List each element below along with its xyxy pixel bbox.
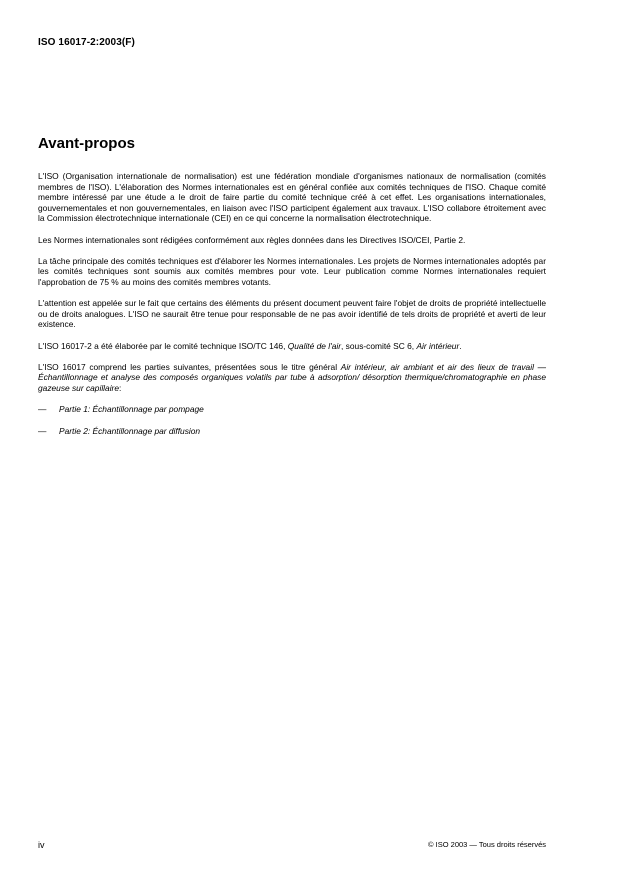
foreword-body — [38, 171, 546, 447]
paragraph-patent-rights: L'attention est appelée sur le fait que certains des éléments du présent document peuvent faire l'objet de droits de propriété intellectuelle ou de droits analogues. L'ISO ne saurait être tenue pour responsable de ne pas avoir identifié de tels droits de propriété et averti de leur existence. — [38, 298, 546, 330]
page-number: iv — [38, 840, 45, 850]
page-title: Avant-propos — [38, 135, 135, 152]
document-id-header: ISO 16017-2:2003(F) — [38, 37, 135, 48]
subcommittee-title-italic: Air intérieur — [416, 340, 460, 351]
committee-text-c: , sous-comité SC 6, — [341, 340, 417, 351]
list-dash: — — [38, 404, 47, 415]
copyright-footer: © ISO 2003 — Tous droits réservés — [428, 840, 546, 849]
paragraph-committee-info — [38, 341, 546, 352]
list-item-part-1: Partie 1: Échantillonnage par pompage — [59, 404, 204, 415]
list-item — [38, 404, 546, 415]
list-item-part-2: Partie 2: Échantillonnage par diffusion — [59, 425, 201, 436]
general-title-italic: Air intérieur, air ambiant et air des lieux de travail — Échantillonnage et analyse des composés organiques volatils par tube à adsorption/ désorption thermique/chromatographie en phase gazeuse sur capillaire — [38, 361, 546, 393]
parts-intro-text: L'ISO 16017 comprend les parties suivantes, présentées sous le titre général — [38, 361, 341, 372]
list-dash: — — [38, 425, 47, 436]
paragraph-directives: Les Normes internationales sont rédigées conformément aux règles données dans les Directives ISO/CEI, Partie 2. — [38, 234, 466, 245]
committee-title-italic: Qualité de l'air — [287, 340, 342, 351]
committee-text-e: . — [459, 340, 462, 351]
paragraph-iso-organisation: L'ISO (Organisation internationale de normalisation) est une fédération mondiale d'organismes nationaux de normalisation (comités membres de l'ISO). L'élaboration des Normes internationales est en général confiée aux comités techniques de l'ISO. Chaque comité membre intéressé par une étude a le droit de faire partie du comité technique créé à cet effet. Les organisations internationales, gouvernementales et non gouvernementales, en liaison avec l'ISO participent également aux travaux. L'ISO collabore étroitement avec la Commission électrotechnique internationale (CEI) en ce qui concerne la normalisation électrotechnique. — [38, 171, 546, 224]
list-item — [38, 426, 546, 437]
paragraph-technical-committees: La tâche principale des comités techniques est d'élaborer les Normes internationales. Les projets de Normes internationales adoptés par les comités techniques sont soumis aux comités membres pour vote. Leur publication comme Normes internationales requiert l'approbation de 75 % au moins des comités membres votants. — [38, 255, 546, 287]
committee-text-a: L'ISO 16017-2 a été élaborée par le comité technique ISO/TC 146, — [38, 340, 288, 351]
parts-intro-colon: : — [119, 382, 122, 393]
paragraph-parts-intro — [38, 362, 546, 394]
